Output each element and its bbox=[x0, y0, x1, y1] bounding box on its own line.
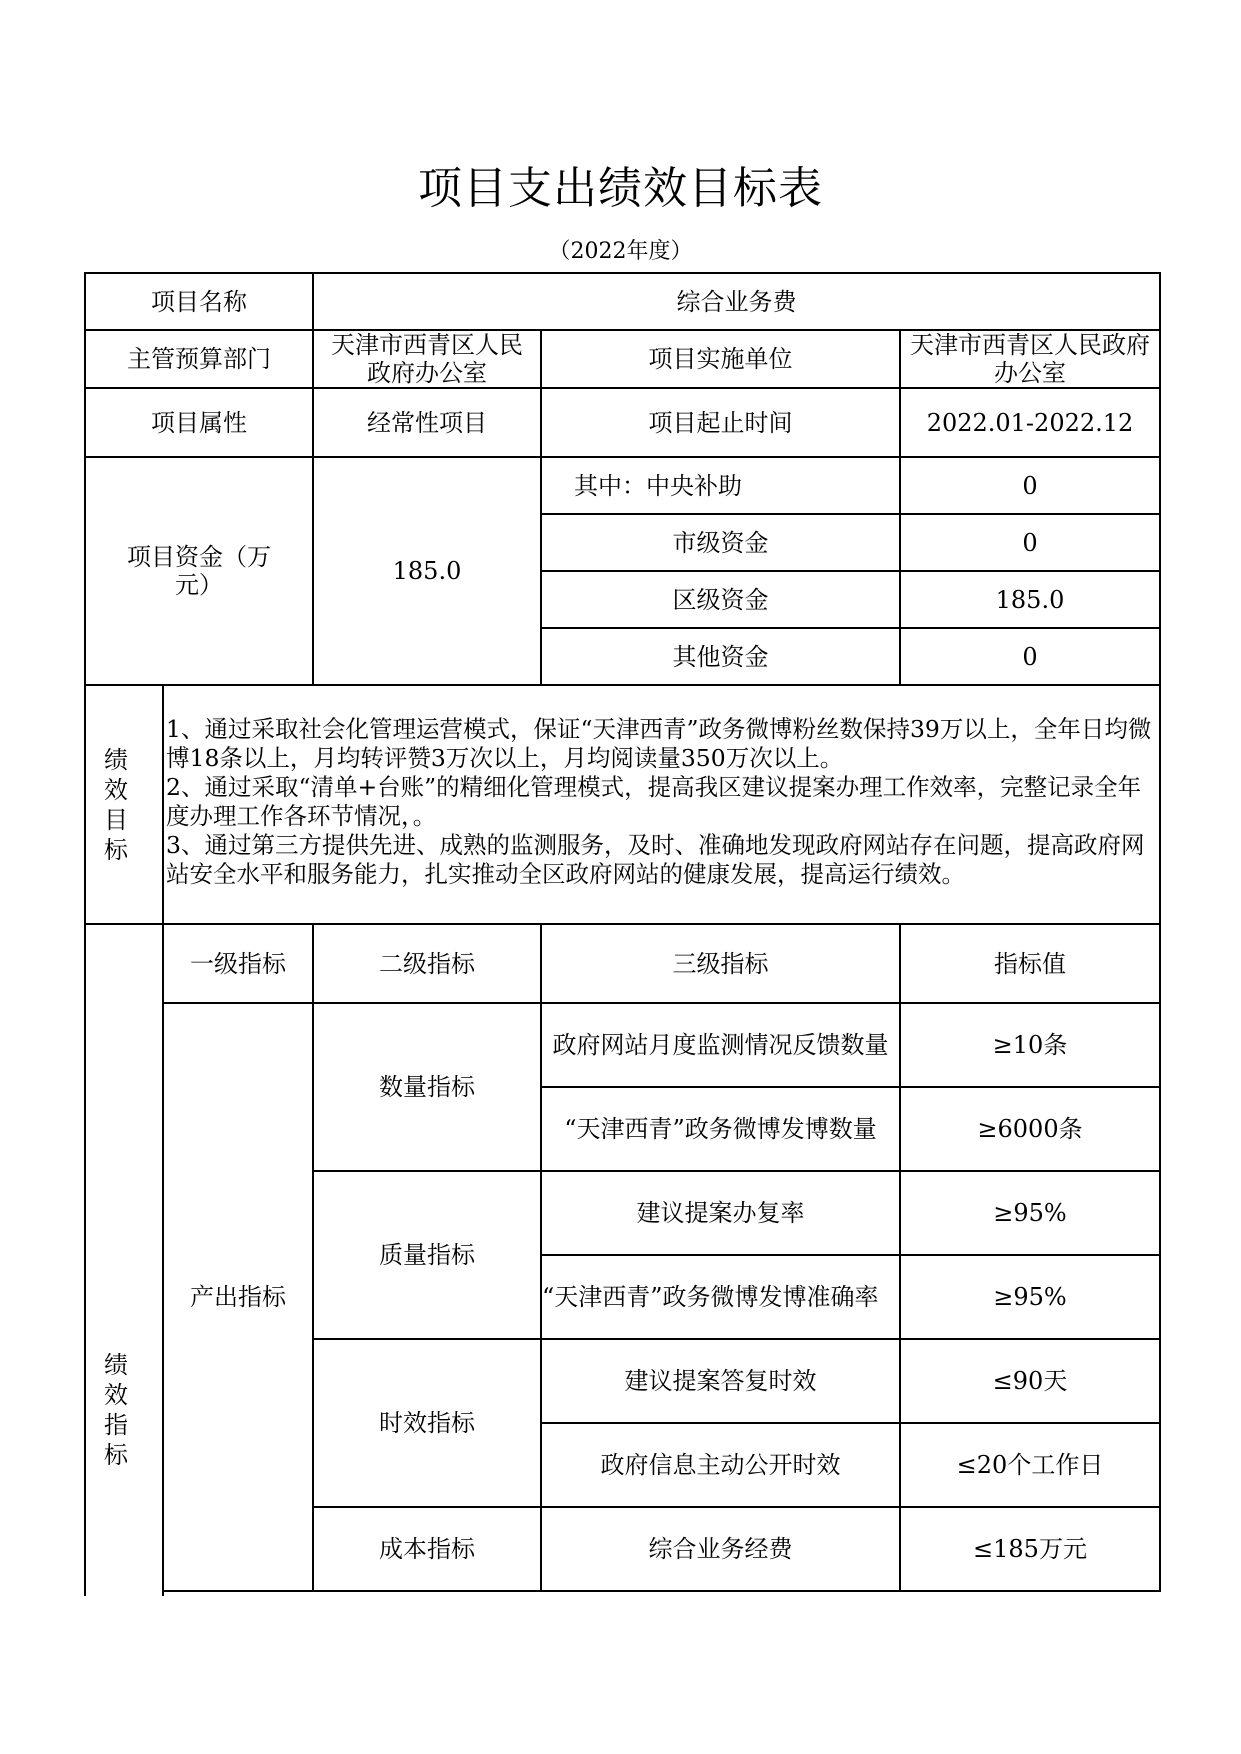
fund-value-city: 0 bbox=[1022, 528, 1038, 557]
impl-label: 项目实施单位 bbox=[648, 345, 793, 373]
goal-text bbox=[166, 715, 1156, 889]
indicator-value-7: ≤185万元 bbox=[973, 1535, 1087, 1563]
level2-cost: 成本指标 bbox=[379, 1535, 475, 1563]
goal-item-2: 2、通过采取“清单+台账”的精细化管理模式，提高我区建议提案办理工作效率，完整记录全年度办理工作各环节情况，。 bbox=[166, 773, 1142, 830]
indicator-name-5: 建议提案答复时效 bbox=[624, 1367, 817, 1395]
goal-item-1: 1、通过采取社会化管理运营模式，保证“天津西青”政务微博粉丝数保持39万以上，全年日均微博18条以上，月均转评赞3万次以上，月均阅读量350万次以上。 bbox=[166, 715, 1152, 772]
indicator-value-5: ≤90天 bbox=[992, 1367, 1068, 1395]
attr-label: 项目属性 bbox=[151, 408, 247, 437]
indicator-value-4: ≥95% bbox=[993, 1283, 1067, 1311]
indicator-name-4: “天津西青”政务微博发博准确率 bbox=[542, 1283, 879, 1311]
goal-label: 绩效目标 bbox=[104, 745, 128, 864]
level1-output: 产出指标 bbox=[190, 1283, 286, 1311]
header-level2: 二级指标 bbox=[379, 949, 475, 978]
level2-timeliness: 时效指标 bbox=[379, 1409, 475, 1437]
fund-label-city: 市级资金 bbox=[672, 528, 769, 557]
page-title: 项目支出绩效目标表 bbox=[418, 163, 823, 214]
fund-label-other: 其他资金 bbox=[672, 642, 769, 671]
indicator-name-2: “天津西青”政务微博发博数量 bbox=[564, 1115, 877, 1143]
impl-value: 天津市西青区人民政府办公室 bbox=[910, 331, 1150, 387]
indicator-name-3: 建议提案办复率 bbox=[636, 1199, 805, 1227]
indicator-name-7: 综合业务经费 bbox=[648, 1535, 793, 1563]
period-label: 项目起止时间 bbox=[648, 408, 793, 437]
fund-value-central: 0 bbox=[1022, 471, 1038, 500]
fund-value-district: 185.0 bbox=[995, 585, 1065, 614]
header-value: 指标值 bbox=[994, 949, 1066, 978]
header-level3: 三级指标 bbox=[672, 949, 769, 978]
indicator-label: 绩效指标 bbox=[104, 1351, 128, 1469]
fund-value-other: 0 bbox=[1022, 642, 1038, 671]
header-level1: 一级指标 bbox=[190, 949, 286, 978]
period-value: 2022.01-2022.12 bbox=[926, 408, 1134, 437]
attr-value: 经常性项目 bbox=[367, 408, 487, 437]
project-name-label: 项目名称 bbox=[151, 287, 247, 316]
dept-label: 主管预算部门 bbox=[127, 345, 271, 373]
year-label: （2022年度） bbox=[548, 239, 693, 264]
indicator-value-6: ≤20个工作日 bbox=[956, 1451, 1104, 1479]
indicator-name-1: 政府网站月度监测情况反馈数量 bbox=[552, 1031, 889, 1059]
level2-quality: 质量指标 bbox=[379, 1241, 475, 1269]
fund-label-district: 区级资金 bbox=[672, 585, 769, 614]
project-name-value: 综合业务费 bbox=[676, 287, 797, 316]
funds-total: 185.0 bbox=[392, 557, 462, 585]
indicator-value-2: ≥6000条 bbox=[977, 1115, 1083, 1143]
funds-label: 项目资金（万元） bbox=[127, 543, 271, 599]
indicator-name-6: 政府信息主动公开时效 bbox=[600, 1451, 841, 1479]
goal-item-3: 3、通过第三方提供先进、成熟的监测服务，及时、准确地发现政府网站存在问题，提高政府网站安全水平和服务能力，扎实推动全区政府网站的健康发展，提高运行绩效。 bbox=[166, 831, 1145, 888]
dept-value: 天津市西青区人民政府办公室 bbox=[331, 331, 523, 387]
indicator-value-3: ≥95% bbox=[993, 1199, 1067, 1227]
level2-quantity: 数量指标 bbox=[379, 1073, 475, 1101]
indicator-value-1: ≥10条 bbox=[992, 1031, 1068, 1059]
fund-label-central: 其中：中央补助 bbox=[574, 471, 742, 500]
